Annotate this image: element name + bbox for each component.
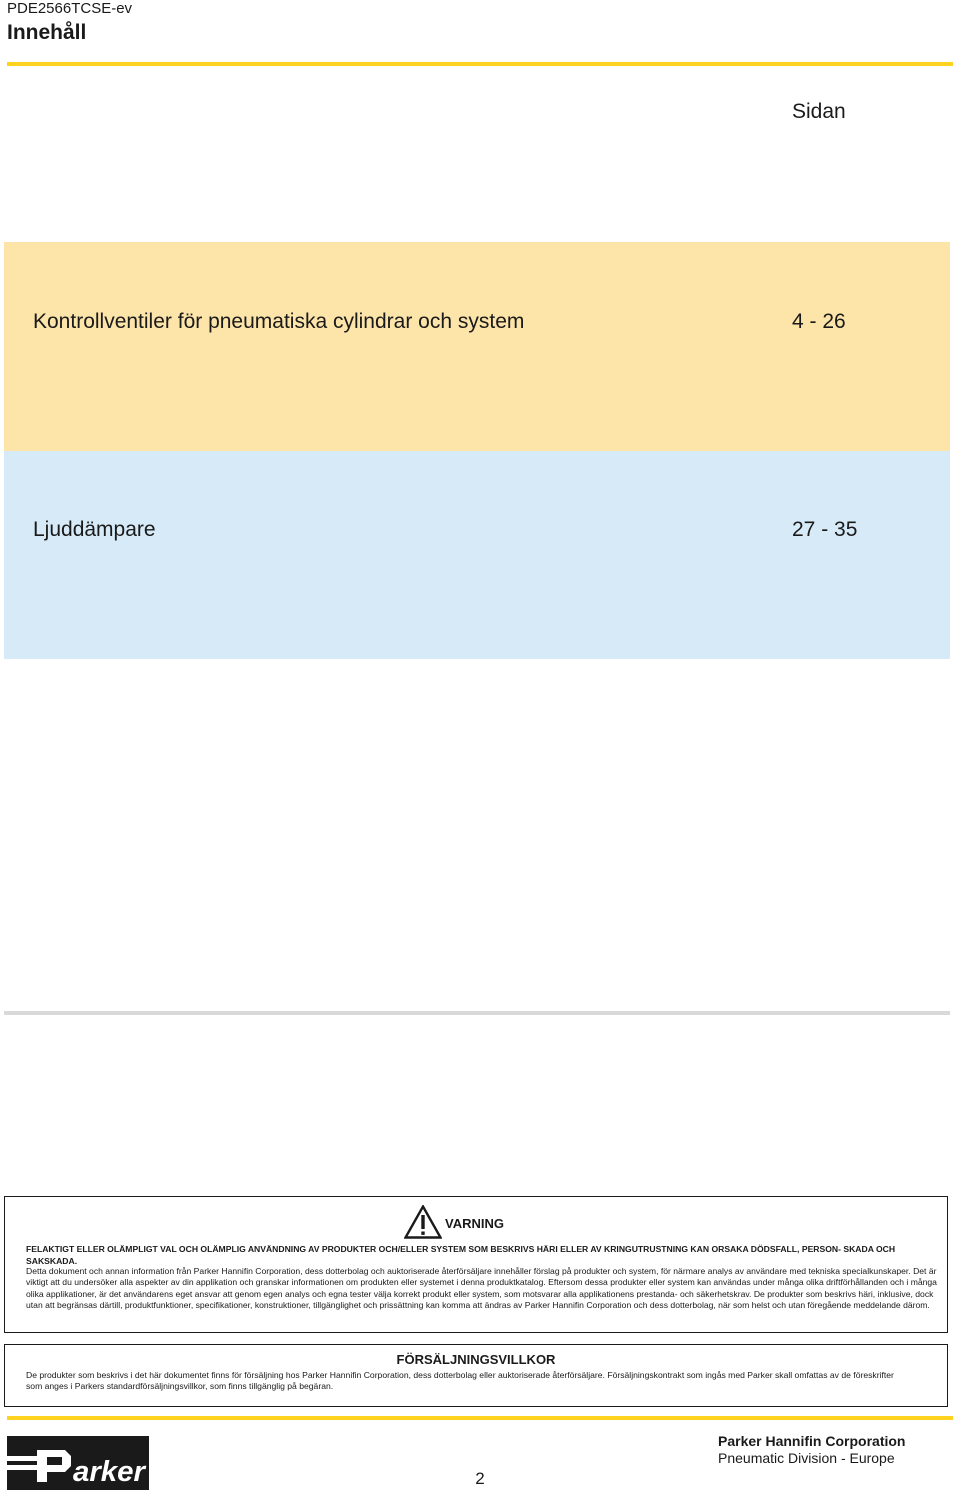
svg-text:arker: arker: [73, 1456, 147, 1488]
warning-box: [4, 1196, 948, 1333]
section-divider: [4, 1011, 950, 1015]
page-number: 2: [475, 1469, 485, 1488]
sales-terms-box: [4, 1344, 948, 1407]
page-title: Innehåll: [7, 21, 87, 44]
bottom-divider: [7, 1416, 953, 1420]
company-division: Pneumatic Division - Europe: [718, 1450, 895, 1466]
warning-heading: VARNING: [445, 1216, 504, 1231]
toc-entry-valves[interactable]: [4, 242, 950, 451]
toc-entry-silencers[interactable]: [4, 451, 950, 659]
toc-entry-pages: 4 - 26: [792, 310, 846, 333]
warning-body-text: Detta dokument och annan information från Parker Hannifin Corporation, dess dotterbolag och auktoriserade återförsäljare innehåller förslag på produkter och system, för närmare analys av användare med tekniska specialkunskaper. Det är viktigt att du undersöker alla aspekter av din applikation och granskar informationen om produkten eller systemet i denna produktkatalog. Eftersom dessa produkter eller system kan användas under många olika driftförhållanden och i många olika applikationer, är det användarens eget ansvar att genom egen analys och egna tester välja korrekt produkt eller system, som motsvarar alla applikationens prestanda- och säkerhetskrav. De produkter som beskrivs häri, inklusive, dock utan att begränsas därtill, produktfunktioner, specifikationer, konstruktioner, tillgänglighet och prissättning kan komma att ändras av Parker Hannifin Corporation och dess dotterbolag, när som helst och utan föregående meddelande därom.: [26, 1266, 937, 1310]
top-divider: [7, 62, 953, 66]
parker-logo: [7, 1436, 149, 1490]
page-column-label: Sidan: [792, 100, 846, 123]
toc-entry-title: Ljuddämpare: [33, 518, 156, 541]
company-name: Parker Hannifin Corporation: [718, 1433, 906, 1449]
toc-entry-title: Kontrollventiler för pneumatiska cylindrar och system: [33, 310, 525, 333]
sales-terms-heading: FÖRSÄLJNINGSVILLKOR: [396, 1352, 556, 1367]
warning-triangle-icon: [404, 1205, 442, 1239]
document-code: PDE2566TCSE-ev: [7, 0, 133, 17]
toc-entry-pages: 27 - 35: [792, 518, 858, 541]
sales-terms-text: De produkter som beskrivs i det här dokumentet finns för försäljning hos Parker Hannifin Corporation, dess dotterbolag eller auktoriserade återförsäljare. Försäljningskontrakt som ingås med Parker skall omfattas av de föreskrifter som anges i Parkers standardförsäljningsvillkor, som finns tillgänglig på begäran.: [26, 1370, 894, 1392]
warning-caps-text: FELAKTIGT ELLER OLÄMPLIGT VAL OCH OLÄMPLIG ANVÄNDNING AV PRODUKTER OCH/ELLER SYSTEM SOM BESKRIVS HÄRI ELLER AV KRINGUTRUSTNING KAN ORSAKA DÖDSFALL, PERSON- SKADA OCH SAKSKADA.: [26, 1244, 896, 1266]
